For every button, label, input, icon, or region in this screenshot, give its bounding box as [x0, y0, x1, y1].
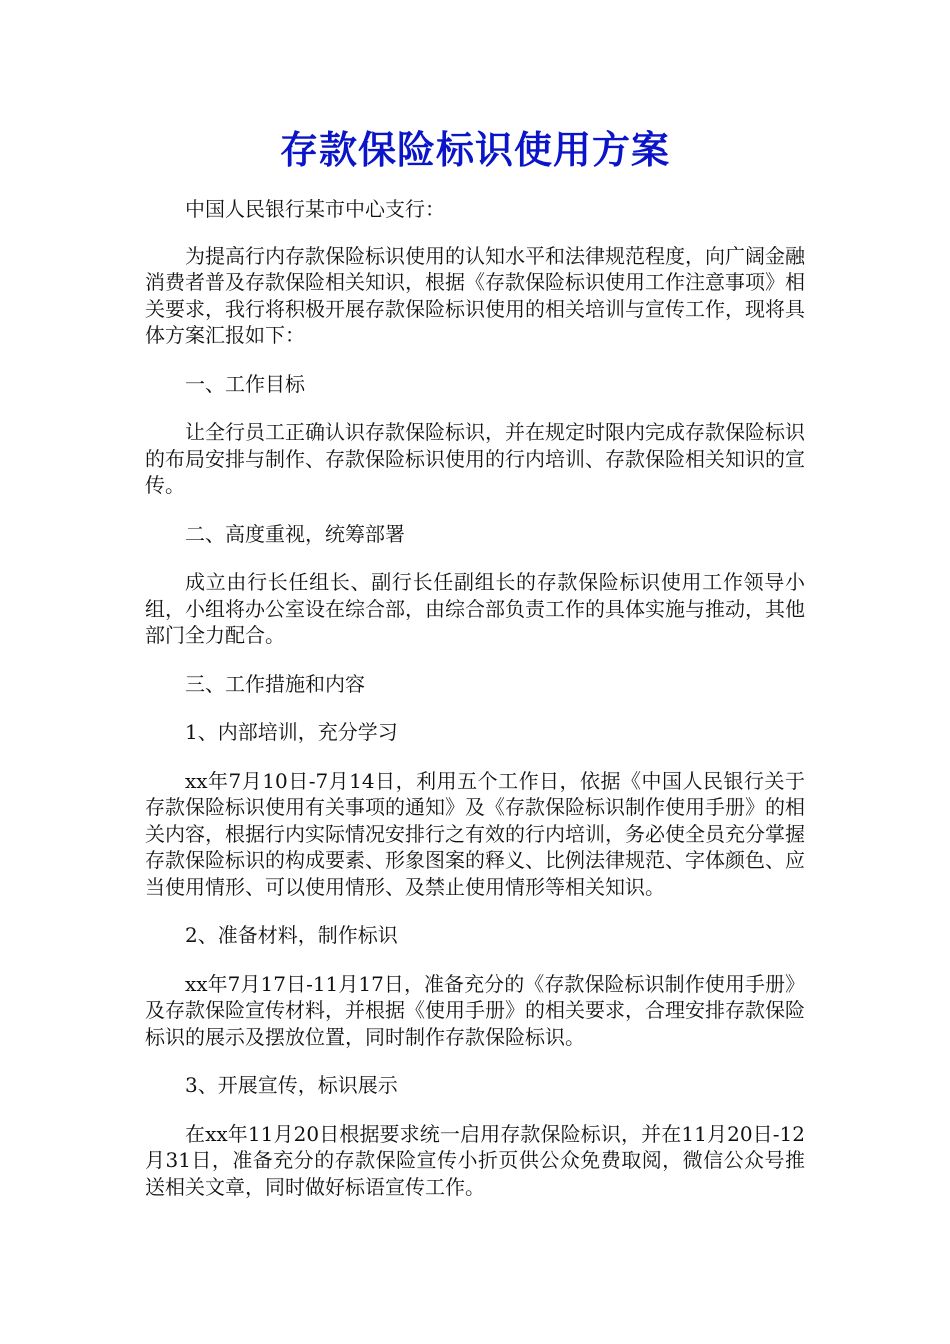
- salutation: 中国人民银行某市中心支行：: [185, 197, 445, 221]
- subheading-publicity: 3、开展宣传，标识展示: [185, 1073, 398, 1097]
- subheading-training: 1、内部培训，充分学习: [185, 720, 398, 744]
- document-body: [145, 196, 805, 1222]
- section-heading-measures: 三、工作措施和内容: [185, 671, 365, 696]
- publicity-paragraph: 在xx年11月20日根据要求统一启用存款保险标识，并在11月20日-12月31日，准备充分的存款保险宣传小折页供公众免费取阅，微信公众号推送相关文章，同时做好标语宣传工作。: [145, 1121, 805, 1199]
- goal-paragraph: 让全行员工正确认识存款保险标识，并在规定时限内完成存款保险标识的布局安排与制作、存款保险标识使用的行内培训、存款保险相关知识的宣传。: [145, 420, 805, 497]
- deployment-paragraph: 成立由行长任组长、副行长任副组长的存款保险标识使用工作领导小组，小组将办公室设在综合部，由综合部负责工作的具体实施与推动，其他部门全力配合。: [145, 570, 805, 647]
- materials-paragraph: xx年7月17日-11月17日，准备充分的《存款保险标识制作使用手册》及存款保险宣传材料，并根据《使用手册》的相关要求，合理安排存款保险标识的展示及摆放位置，同时制作存款保险标识。: [145, 971, 805, 1049]
- section-heading-deployment: 二、高度重视，统筹部署: [185, 521, 405, 546]
- document-title: 存款保险标识使用方案: [279, 127, 670, 172]
- section-heading-goal: 一、工作目标: [185, 371, 305, 396]
- intro-paragraph: 为提高行内存款保险标识使用的认知水平和法律规范程度，向广阔金融消费者普及存款保险相关知识，根据《存款保险标识使用工作注意事项》相关要求，我行将积极开展存款保险标识使用的相关培训与宣传工作，现将具体方案汇报如下：: [145, 243, 805, 347]
- training-paragraph: xx年7月10日-7月14日，利用五个工作日，依据《中国人民银行关于存款保险标识使用有关事项的通知》及《存款保险标识制作使用手册》的相关内容，根据行内实际情况安排行之有效的行内培训，务必使全员充分掌握存款保险标识的构成要素、形象图案的释义、比例法律规范、字体颜色、应当使用情形、可以使用情形、及禁止使用情形等相关知识。: [145, 768, 805, 899]
- subheading-materials: 2、准备材料，制作标识: [185, 923, 398, 947]
